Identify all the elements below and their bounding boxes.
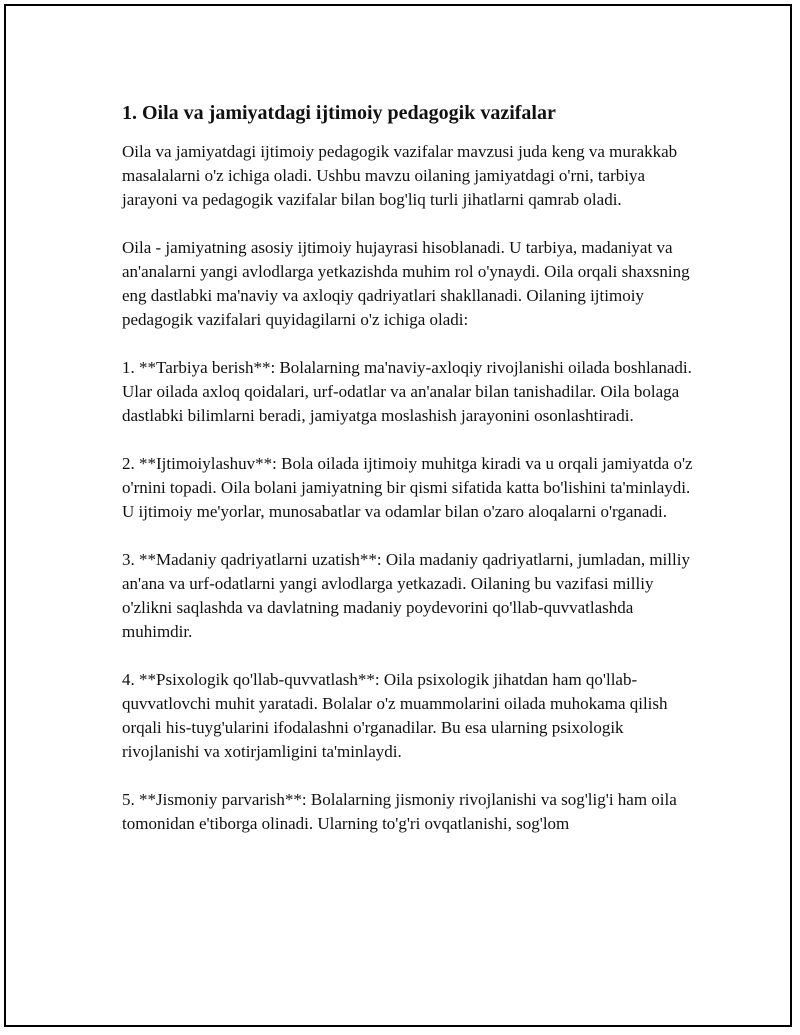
paragraph-family-role: Oila - jamiyatning asosiy ijtimoiy hujayrasi hisoblanadi. U tarbiya, madaniyat va an'analarni yangi avlodlarga yetkazishda muhim rol o'ynaydi. Oila orqali shaxsning eng dastlabki ma'naviy va axloqiy qadriyatlari shakllanadi. Oilaning ijtimoiy pedagogik vazifalari quyidagilarni o'z ichiga oladi: xyxy=(122,238,690,329)
page-frame xyxy=(4,4,792,1027)
list-item-cultural-values: 3. **Madaniy qadriyatlarni uzatish**: Oila madaniy qadriyatlarni, jumladan, milliy an'ana va urf-odatlarni yangi avlodlarga yetkazadi. Oilaning bu vazifasi milliy o'zlikni saqlashda va davlatning madaniy poydevorini qo'llab-quvvatlashda muhimdir. xyxy=(122,550,690,641)
list-item-upbringing: 1. **Tarbiya berish**: Bolalarning ma'naviy-axloqiy rivojlanishi oilada boshlanadi. Ular oilada axloq qoidalari, urf-odatlar va an'analar bilan tanishadilar. Oila bolaga dastlabki bilimlarni beradi, jamiyatga moslashish jarayonini osonlashtiradi. xyxy=(122,358,692,425)
document-title: 1. Oila va jamiyatdagi ijtimoiy pedagogik vazifalar xyxy=(122,102,556,124)
paragraph-intro: Oila va jamiyatdagi ijtimoiy pedagogik vazifalar mavzusi juda keng va murakkab masalalarni o'z ichiga oladi. Ushbu mavzu oilaning jamiyatdagi o'rni, tarbiya jarayoni va pedagogik vazifalar bilan bog'liq turli jihatlarni qamrab oladi. xyxy=(122,142,678,209)
list-item-socialization: 2. **Ijtimoiylashuv**: Bola oilada ijtimoiy muhitga kiradi va u orqali jamiyatda o'z o'rnini topadi. Oila bolani jamiyatning bir qismi sifatida katta bo'lishini ta'minlaydi. U ijtimoiy me'yorlar, munosabatlar va odamlar bilan o'zaro aloqalarni o'rganadi. xyxy=(122,454,693,521)
list-item-physical-care: 5. **Jismoniy parvarish**: Bolalarning jismoniy rivojlanishi va sog'lig'i ham oila tomonidan e'tiborga olinadi. Ularning to'g'ri ovqatlanishi, sog'lom xyxy=(122,790,677,833)
list-item-psychological-support: 4. **Psixologik qo'llab-quvvatlash**: Oila psixologik jihatdan ham qo'llab-quvvatlovchi muhit yaratadi. Bolalar o'z muammolarini oilada muhokama qilish orqali his-tuyg'ularini ifodalashni o'rganadilar. Bu esa ularning psixologik rivojlanishi va xotirjamligini ta'minlaydi. xyxy=(122,670,668,761)
document-body xyxy=(122,100,694,836)
